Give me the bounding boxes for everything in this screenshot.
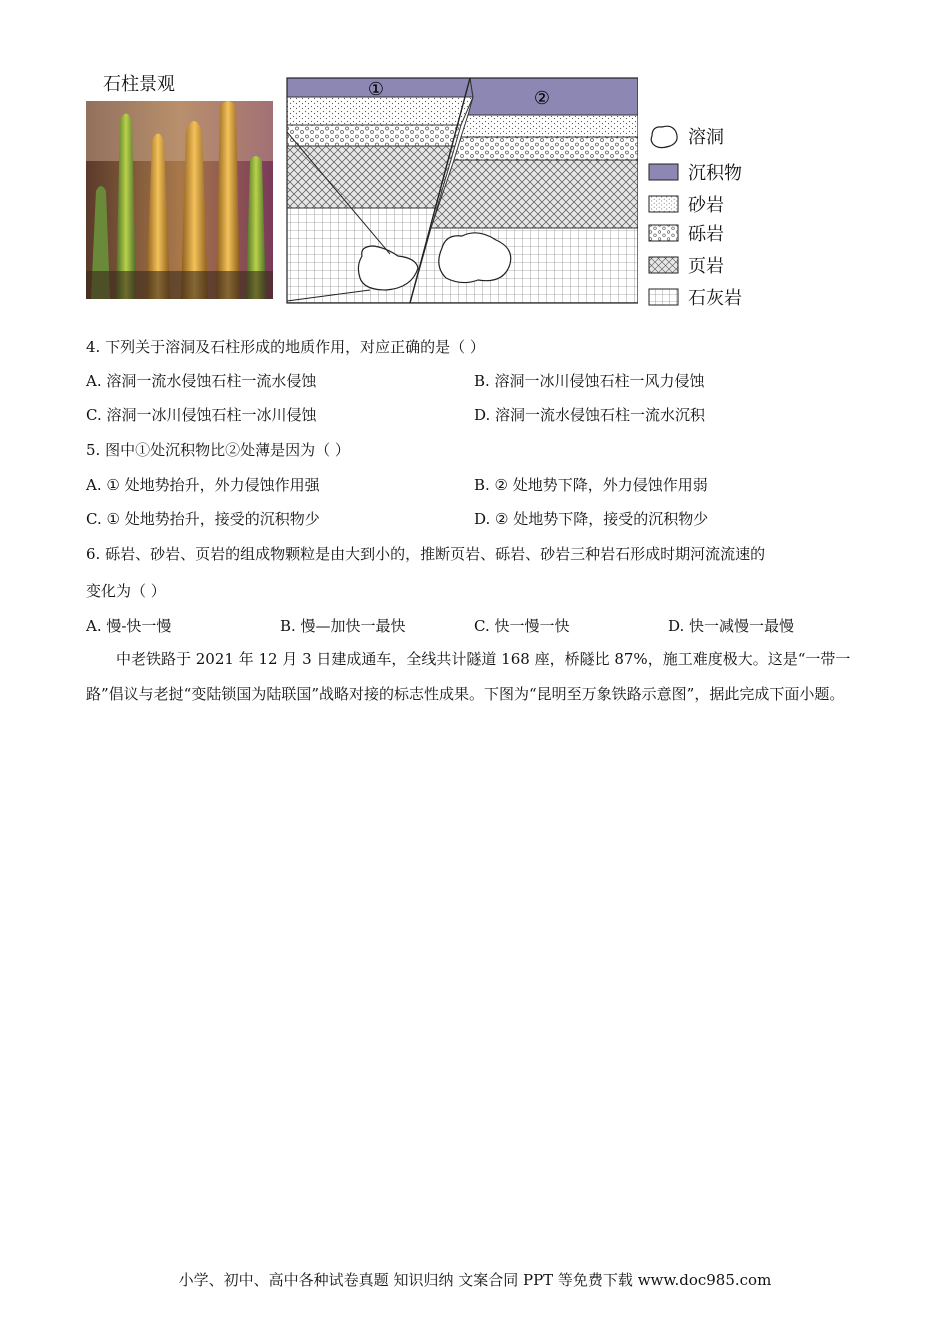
marker-1: ① (367, 79, 385, 100)
legend-item-cave: 溶洞 (648, 122, 724, 150)
question-6-stem-line2: 变化为（ ） (86, 582, 166, 600)
question-6-stem-line1: 6. 砾岩、砂岩、页岩的组成物颗粒是由大到小的，推断页岩、砾岩、砂岩三种岩石形成时期河流流速的 (86, 545, 766, 563)
conglomerate-swatch-icon (648, 223, 680, 243)
question-5-option-b: B. ② 处地势下降，外力侵蚀作用弱 (474, 476, 708, 494)
legend-item-shale: 页岩 (648, 252, 724, 278)
legend-item-conglomerate: 砾岩 (648, 220, 724, 246)
question-6-option-c: C. 快一慢一快 (474, 617, 570, 635)
passage: 中老铁路于 2021 年 12 月 3 日建成通车，全线共计隧道 168 座，桥隧比 87%，施工难度极大。这是“一带一路”倡议与老挝“变陆锁国为陆联国”战略对接的标志性成果。下图为“昆明至万象铁路示意图”，据此完成下面小题。 (86, 650, 851, 703)
marker-2: ② (533, 88, 551, 109)
question-4-option-b: B. 溶洞一冰川侵蚀石柱一风力侵蚀 (474, 372, 705, 390)
question-5-option-a: A. ① 处地势抬升，外力侵蚀作用强 (86, 476, 320, 494)
shale-swatch-icon (648, 255, 680, 275)
cave-swatch-icon (648, 122, 680, 150)
question-6-option-a: A. 慢-快一慢 (86, 617, 172, 635)
question-4-option-a: A. 溶洞一流水侵蚀石柱一流水侵蚀 (86, 372, 317, 390)
legend-item-sandstone: 砂岩 (648, 191, 724, 217)
question-5-option-c: C. ① 处地势抬升，接受的沉积物少 (86, 510, 320, 528)
question-5-stem: 5. 图中①处沉积物比②处薄是因为（ ） (86, 441, 350, 459)
photo-label: 石柱景观 (103, 74, 175, 95)
question-6-option-d: D. 快一减慢一最慢 (668, 617, 795, 635)
geology-cross-section (274, 70, 638, 310)
question-5-option-d: D. ② 处地势下降，接受的沉积物少 (474, 510, 709, 528)
footer: 小学、初中、高中各种试卷真题 知识归纳 文案合同 PPT 等免费下载 www.doc985.com (178, 1271, 772, 1289)
sandstone-swatch-icon (648, 194, 680, 214)
legend-item-sediment: 沉积物 (648, 159, 742, 185)
question-4-stem: 4. 下列关于溶洞及石柱形成的地质作用，对应正确的是（ ） (86, 338, 485, 356)
limestone-swatch-icon (648, 287, 680, 307)
stone-pillar-photo (86, 101, 273, 299)
legend-item-limestone: 石灰岩 (648, 284, 742, 310)
question-4-option-c: C. 溶洞一冰川侵蚀石柱一冰川侵蚀 (86, 406, 317, 424)
sediment-swatch-icon (648, 162, 680, 182)
question-6-option-b: B. 慢—加快一最快 (280, 617, 406, 635)
question-4-option-d: D. 溶洞一流水侵蚀石柱一流水沉积 (474, 406, 706, 424)
